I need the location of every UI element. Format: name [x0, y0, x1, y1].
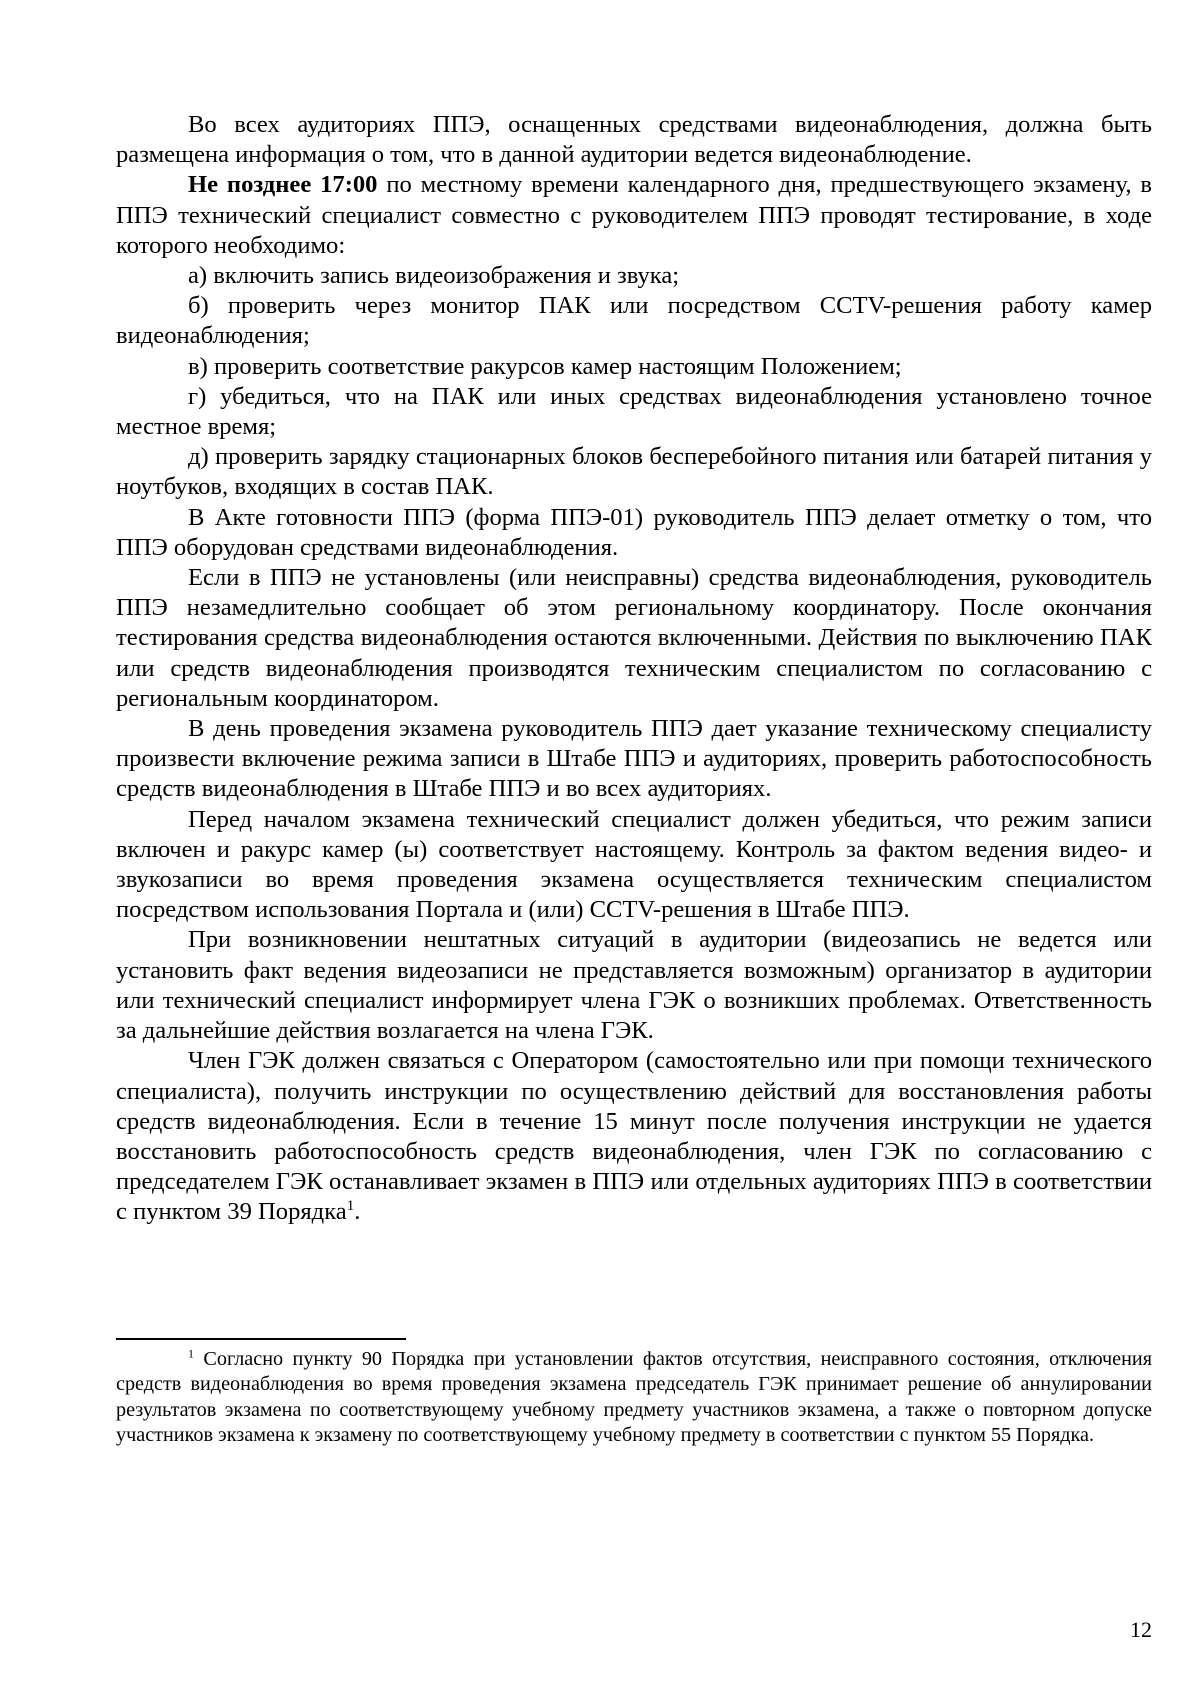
- list-item-b: б) проверить через монитор ПАК или посредством CCTV-решения работу камер видеонаблюдения;: [116, 292, 1152, 350]
- body-text: [116, 110, 1152, 1228]
- list-item-a: а) включить запись видеоизображения и звука;: [188, 262, 680, 290]
- deadline-bold-text: Не позднее 17:00: [188, 171, 378, 199]
- paragraph-end: .: [354, 1198, 361, 1226]
- paragraph: [116, 170, 1152, 261]
- paragraph-text: Член ГЭК должен связаться с Оператором (самостоятельно или при помощи технического специалиста), получить инструкции по осуществлению действий для восстановления работы средств видеонаблюдения. Если в течение 15 минут после получения инструкции не удается восстановить работоспособность средств видеонаблюдения, член ГЭК по согласованию с председателем ГЭК останавливает экзамен в ППЭ или отдельных аудиториях ППЭ в соответствии с пунктом 39 Порядка: [116, 1047, 1152, 1226]
- paragraph: В день проведения экзамена руководитель ППЭ дает указание техническому специалисту произвести включение режима записи в Штабе ППЭ и аудиториях, проверить работоспособность средств видеонаблюдения в Штабе ППЭ и во всех аудиториях.: [116, 715, 1152, 803]
- list-item-d: д) проверить зарядку стационарных блоков бесперебойного питания или батарей питания у ноутбуков, входящих в состав ПАК.: [116, 443, 1152, 501]
- page-number: 12: [1130, 1617, 1152, 1642]
- paragraph: Перед началом экзамена технический специалист должен убедиться, что режим записи включен и ракурс камер (ы) соответствует настоящему. Контроль за фактом ведения видео- и звукозаписи во время проведения экзамена осуществляется техническим специалистом посредством использования Портала и (или) CCTV-решения в Штабе ППЭ.: [116, 805, 1152, 924]
- list-item-g: г) убедиться, что на ПАК или иных средствах видеонаблюдения установлено точное местное время;: [116, 382, 1152, 441]
- paragraph-text: по местному времени календарного дня, предшествующего экзамену, в ППЭ технический специалист совместно с руководителем ППЭ проводят тестирование, в ходе которого необходимо:: [116, 171, 1152, 259]
- paragraph: Если в ППЭ не установлены (или неисправны) средства видеонаблюдения, руководитель ППЭ незамедлительно сообщает об этом региональному координатору. После окончания тестирования средства видеонаблюдения остаются включенными. Действия по выключению ПАК или средств видеонаблюдения производятся техническим специалистом по согласованию с региональным координатором.: [116, 564, 1152, 712]
- paragraph: В Акте готовности ППЭ (форма ППЭ-01) руководитель ППЭ делает отметку о том, что ППЭ оборудован средствами видеонаблюдения.: [116, 503, 1152, 561]
- footnote-separator: [116, 1338, 406, 1340]
- footnote: [116, 1347, 1152, 1449]
- footnote-marker: 1: [188, 1346, 194, 1361]
- paragraph: При возникновении нештатных ситуаций в аудитории (видеозапись не ведется или установить факт ведения видеозаписи не представляется возможным) организатор в аудитории или технический специалист информирует члена ГЭК о возникших проблемах. Ответственность за дальнейшие действия возлагается на члена ГЭК.: [116, 926, 1152, 1045]
- list-item-v: в) проверить соответствие ракурсов камер настоящим Положением;: [188, 352, 902, 380]
- footnote-text: Согласно пункту 90 Порядка при установлении фактов отсутствия, неисправного состояния, отключения средств видеонаблюдения во время проведения экзамена председатель ГЭК принимает решение об аннулировании результатов экзамена по соответствующему учебному предмету участников экзамена, а также о повторном допуске участников экзамена к экзамену по соответствующему учебному предмету в соответствии с пунктом 55 Порядка.: [116, 1348, 1152, 1447]
- paragraph: [116, 1046, 1152, 1227]
- paragraph: Во всех аудиториях ППЭ, оснащенных средствами видеонаблюдения, должна быть размещена информация о том, что в данной аудитории ведется видеонаблюдение.: [116, 111, 1152, 169]
- footnote-paragraph: [116, 1347, 1152, 1449]
- footnote-reference[interactable]: 1: [346, 1198, 355, 1215]
